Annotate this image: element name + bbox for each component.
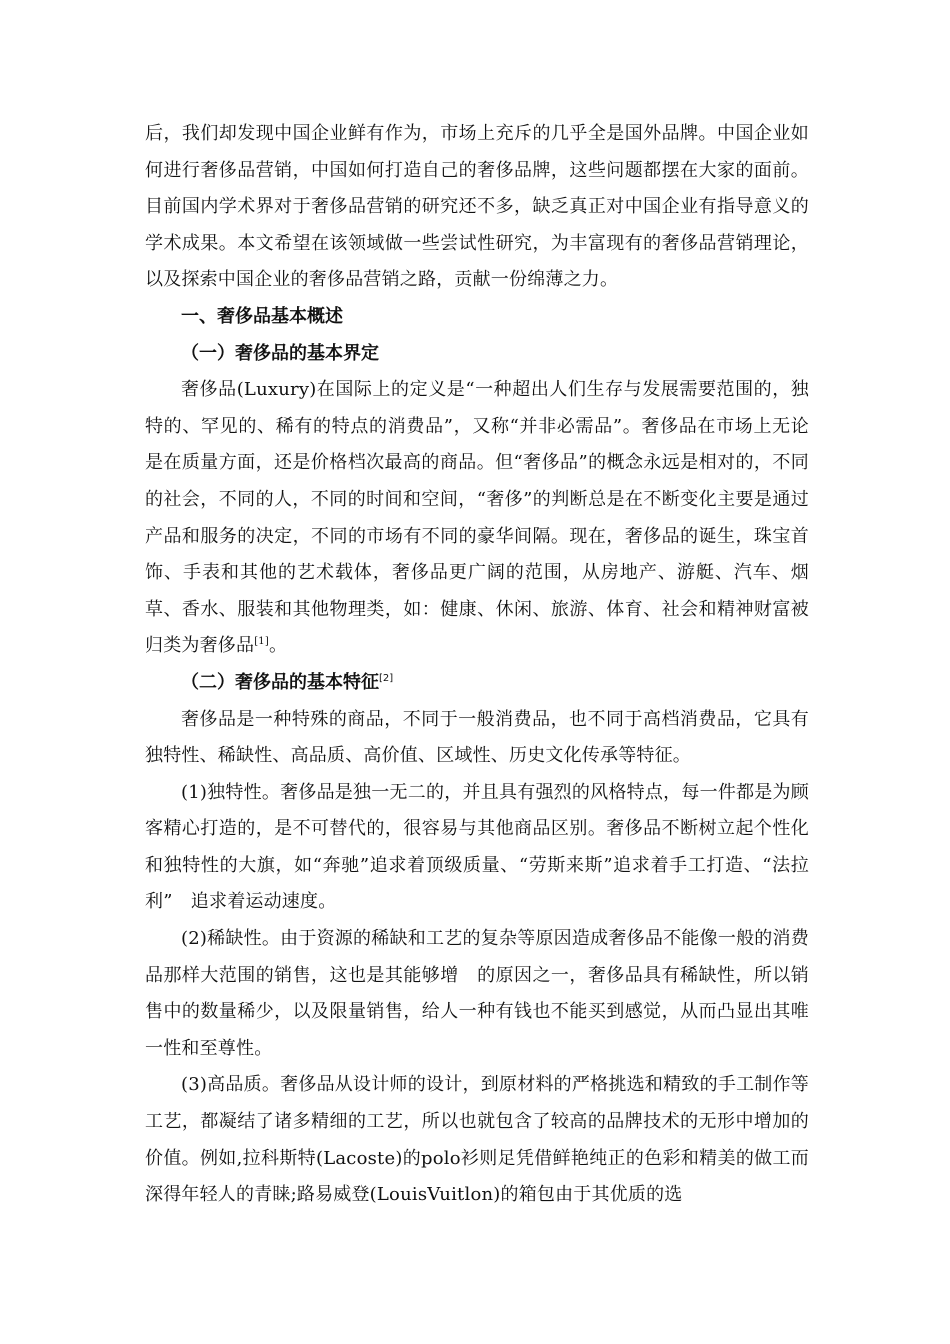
intro-paragraph: 后，我们却发现中国企业鲜有作为，市场上充斥的几乎全是国外品牌。中国企业如何进行奢侈品营销，中国如何打造自己的奢侈品牌，这些问题都摆在大家的面前。目前国内学术界对于奢侈品营销的研究还不多，缺乏真正对中国企业有指导意义的学术成果。本文希望在该领域做一些尝试性研究，为丰富现有的奢侈品营销理论，以及探索中国企业的奢侈品营销之路，贡献一份绵薄之力。: [145, 123, 809, 291]
subsection-heading-definition: （一）奢侈品的基本界定: [181, 342, 379, 364]
citation-ref-2: [2]: [379, 672, 394, 684]
subsection-heading-features: [145, 665, 809, 702]
definition-text: 奢侈品(Luxury)在国际上的定义是“一种超出人们生存与发展需要范围的，独特的、罕见的、稀有的特点的消费品”，又称“并非必需品”。奢侈品在市场上无论是在质量方面，还是价格档次最高的商品。但“奢侈品”的概念永远是相对的，不同的社会，不同的人，不同的时间和空间，“奢侈”的判断总是在不断变化主要是通过产品和服务的决定，不同的市场有不同的豪华间隔。现在，奢侈品的诞生，珠宝首饰、手表和其他的艺术载体，奢侈品更广阔的范围，从房地产、游艇、汽车、烟草、香水、服装和其他物理类，如：健康、休闲、旅游、体育、社会和精神财富被归类为奢侈品: [145, 379, 809, 657]
feature-scarcity-paragraph: (2)稀缺性。由于资源的稀缺和工艺的复杂等原因造成奢侈品不能像一般的消费品那样大范围的销售，这也是其能够增 的原因之一，奢侈品具有稀缺性，所以销售中的数量稀少，以及限量销售，给人一种有钱也不能买到感觉，从而凸显出其唯一性和至尊性。: [145, 928, 809, 1059]
features-heading-text: （二）奢侈品的基本特征: [181, 671, 379, 693]
section-heading-overview: 一、奢侈品基本概述: [181, 305, 343, 327]
definition-paragraph: [145, 372, 809, 665]
feature-uniqueness-paragraph: (1)独特性。奢侈品是独一无二的，并且具有强烈的风格特点，每一件都是为顾客精心打造的，是不可替代的，很容易与其他商品区别。奢侈品不断树立起个性化和独特性的大旗，如“奔驰”追求着顶级质量、“劳斯来斯”追求着手工打造、“法拉利” 追求着运动速度。: [145, 781, 809, 913]
features-intro-paragraph: 奢侈品是一种特殊的商品，不同于一般消费品，也不同于高档消费品，它具有独特性、稀缺性、高品质、高价值、区域性、历史文化传承等特征。: [145, 708, 809, 767]
document-page: [145, 116, 809, 1236]
feature-quality-paragraph: (3)高品质。奢侈品从设计师的设计，到原材料的严格挑选和精致的手工制作等工艺，都凝结了诸多精细的工艺，所以也就包含了较高的品牌技术的无形中增加的价值。例如,拉科斯特(Lacoste)的polo衫则足凭借鲜艳纯正的色彩和精美的做工而深得年轻人的青睐;路易威登(LouisVuitlon)的箱包由于其优质的选: [145, 1074, 809, 1206]
definition-end: 。: [268, 635, 288, 657]
citation-ref-1: [1]: [254, 636, 269, 648]
